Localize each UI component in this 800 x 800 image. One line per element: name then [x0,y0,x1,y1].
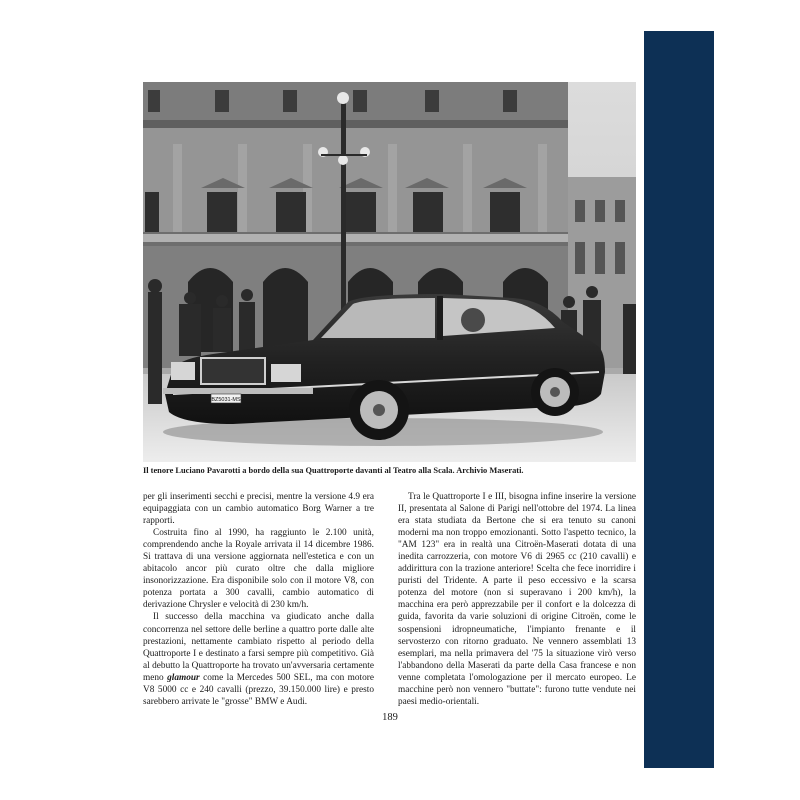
photo-pavarotti-quattroporte [143,82,636,462]
paragraph: Tra le Quattroporte I e III, bisogna infine inserire la versione II, presentata al Salone di Parigi nell'ottobre del 1974. La linea era stata studiata da Bertone che si era tenuto su canoni moderni ma non troppo emozionanti. Sotto l'aspetto tecnico, la "AM 123" era in realtà una Citroën-Maserati dotata di una inedita carrozzeria, con motore V6 di 2965 cc (210 cavalli) e addirittura con la trazione anteriore! Scelta che fece inorridire i puristi del Tridente. A parte il peso eccessivo e la scarsa potenza del motore (non si superavano i 200 km/h), la macchina era però apprezzabile per il confort e la dolcezza di guida, favorita da varie soluzioni di origine Citroën, come le sospensioni idropneumatiche, l'impianto frenante e il servosterzo con ritorno graduato. Ne vennero assemblati 13 esemplari, ma nella primavera del '75 la situazione virò verso l'abbandono della Maserati da parte della Casa francese e non venne completata l'omologazione per il mercato europeo. Le macchine però non vennero "buttate": furono tutte vendute nei paesi medio-orientali. [398,492,636,707]
paragraph: Costruita fino al 1990, ha raggiunto le 2.100 unità, comprendendo anche la Royale arrivata il 14 dicembre 1986. Si trattava di una versione aggiornata nell'estetica e con un abitacolo ancor più curato oltre che dalla migliore insonorizzazione. Era disponibile solo con il motore V8, con potenza portata a 300 cavalli, cambio automatico di derivazione Chrysler e velocità di 230 km/h. [143,528,374,611]
license-plate: BZ5031-MS [211,397,241,403]
blue-edge-bar [644,31,714,768]
emphasis-text: glamour [167,672,200,683]
page-number: 189 [382,712,398,723]
paragraph [143,611,374,707]
paragraph-text: come la Mercedes 500 SEL, ma con motore V8 5000 cc e 240 cavalli (prezzo, 39.150.000 lire) e presto sarebbero arrivate le "grosse" BMW e Audi. [143,672,375,707]
photo-illustration [143,82,636,462]
text-column-right [398,491,636,708]
paragraph: per gli inserimenti secchi e precisi, mentre la versione 4.9 era equipaggiata con un cambio automatico Borg Warner a tre rapporti. [143,492,374,527]
photo-caption: Il tenore Luciano Pavarotti a bordo della sua Quattroporte davanti al Teatro alla Scala. Archivio Maserati. [143,466,524,475]
text-column-left [143,491,374,708]
paragraph-text: Il successo della macchina va giudicato anche dalla concorrenza nel settore delle berline a quattro porte dalle alte prestazioni, nettamente cambiato rispetto al periodo della Quattroporte I e destinato a farsi sempre più competitivo. Già al debutto la Quattroporte ha trovato un'avversaria certamente meno [143,612,374,683]
